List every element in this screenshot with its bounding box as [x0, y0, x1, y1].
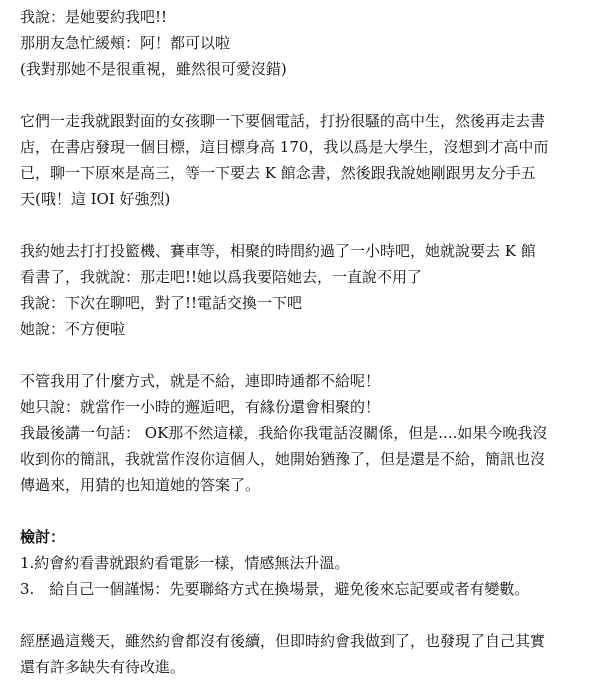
text-line: 還有許多缺失有待改進。	[20, 658, 186, 676]
text-line: 已，聊一下原來是高三，等一下要去 K 館念書，然後跟我說她剛跟男友分手五	[20, 164, 536, 182]
text-line: 我說：下次在聊吧，對了!!電話交換一下吧	[20, 294, 303, 312]
text-line: 不管我用了什麼方式，就是不給，連即時通都不給呢！	[20, 372, 381, 390]
text-line: 店，在書店發現一個目標，這目標身高 170，我以爲是大學生，沒想到才高中而	[20, 138, 549, 156]
review-heading: 檢討：	[20, 528, 66, 546]
text-line: 她說：不方便啦	[20, 320, 126, 338]
text-line: 我最後講一句話： OK那不然這樣，我給你我電話沒關係，但是....如果今晚我沒	[20, 424, 548, 442]
paragraph-gap	[20, 82, 592, 108]
text-line: 她只說：就當作一小時的邂逅吧，有緣份還會相聚的！	[20, 398, 381, 416]
text-line: 3. 給自己一個謹惕：先要聯絡方式在換場景，避免後來忘記要或者有變數。	[20, 580, 530, 598]
text-line: (我對那她不是很重視，雖然很可愛沒錯)	[20, 60, 287, 78]
paragraph-gap	[20, 602, 592, 628]
text-line: 我說：是她要約我吧!!	[20, 8, 168, 26]
text-line: 它們一走我就跟對面的女孩聊一下要個電話，打扮很騷的高中生，然後再走去書	[20, 112, 546, 130]
text-line: 天(哦！這 IOI 好強烈)	[20, 190, 171, 208]
text-line: 傳過來，用猜的也知道她的答案了。	[20, 476, 261, 494]
text-line: 經歷過這幾天，雖然約會都沒有後續，但即時約會我做到了，也發現了自己其實	[20, 632, 546, 650]
document-body	[20, 4, 592, 680]
text-line: 1.約會約看書就跟約看電影一樣，情感無法升溫。	[20, 554, 350, 572]
text-line: 看書了，我就說：那走吧!!她以爲我要陪她去，一直說不用了	[20, 268, 423, 286]
paragraph-gap	[20, 342, 592, 368]
paragraph-gap	[20, 498, 592, 524]
text-line: 我約她去打打投籃機、賽車等，相聚的時間約過了一小時吧，她就說要去 K 館	[20, 242, 536, 260]
paragraph-gap	[20, 212, 592, 238]
text-line: 那朋友急忙緩頰：阿！都可以啦	[20, 34, 231, 52]
text-line: 收到你的簡訊，我就當作沒你這個人，她開始猶豫了，但是還是不給，簡訊也沒	[20, 450, 546, 468]
